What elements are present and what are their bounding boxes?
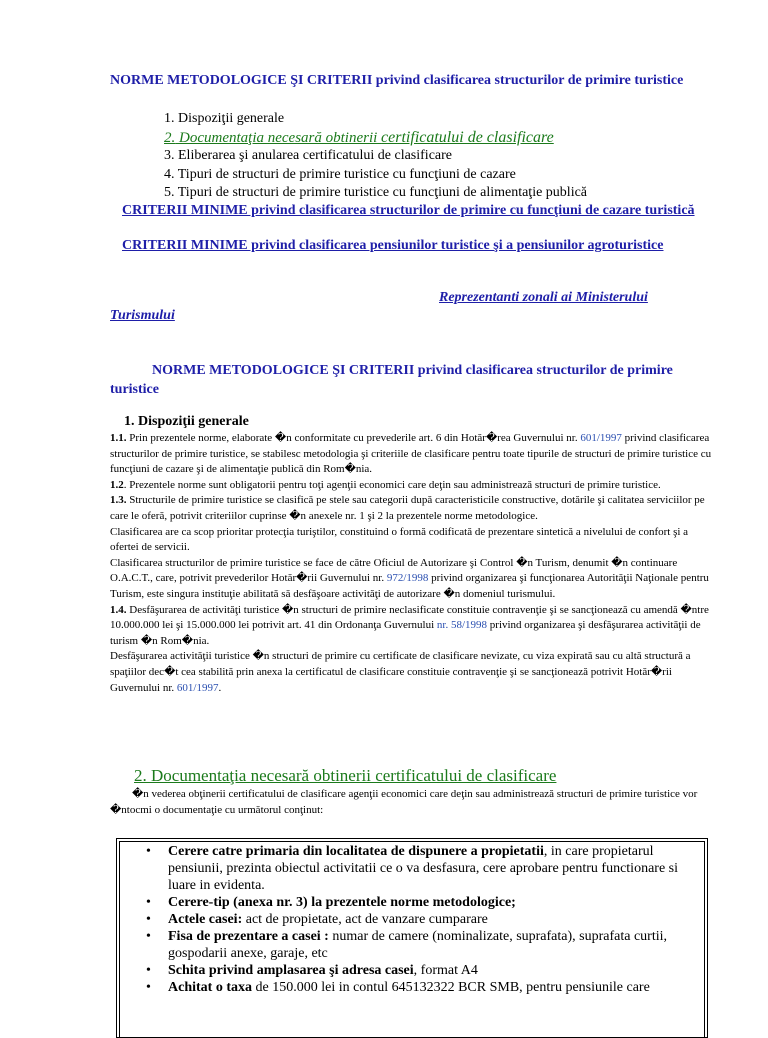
section2-intro: �n vederea obţinerii certificatului de clasificare agenţii economici care deţin sau administrează structuri de primire turistice vor �ntocmi o documentaţie cu următorul conţinut: <box>110 788 698 816</box>
toc-list <box>164 110 587 203</box>
section1-body <box>110 431 714 696</box>
toc-item-5[interactable]: 5. Tipuri de structuri de primire turistice cu funcţiuni de alimentaţie publică <box>164 185 588 200</box>
paragraph-oact: Clasificarea structurilor de primire turistice se face de către Oficiul de Autorizare şi Control �n Turism, denumit �n continuare O.A.C.T., care, potrivit prevederilor Hotăr�rii Guvernului nr. 972/1998 privind organizarea şi funcţionarea Autorităţii Naţionale pentru Turism, este singura instituţie abilitată să desfăşoare activităţi de autorizare �n domeniul turismului. <box>110 556 709 600</box>
bullet-icon: • <box>146 895 151 910</box>
toc-title[interactable]: NORME METODOLOGICE ŞI CRITERII privind clasificarea structurilor de primire turistice <box>110 73 684 88</box>
paragraph-contraventie: Desfăşurarea activităţii turistice �n structuri de primire cu certificate de clasificare nevizate, cu viza expirată sau cu altă structură a spaţiilor dec�t cea stabilită prin anexa la certificatul de clasificare constituie contravenţie şi se sancţionează potrivit Hotăr�rii Guvernului nr. 601/1997. <box>110 650 691 694</box>
hg-972-link[interactable]: 972/1998 <box>386 572 429 585</box>
section1-heading: 1. Dispoziţii generale <box>124 414 249 429</box>
bullet-icon: • <box>146 980 151 995</box>
main-title: NORME METODOLOGICE ŞI CRITERII privind clasificarea structurilor de primire turistice <box>110 363 673 397</box>
paragraph-1-2: 1.2. Prezentele norme sunt obligatorii pentru toţi agenţii economici care deţin sau administrează structuri de primire turistice. <box>110 478 661 491</box>
criteria-pensiuni-link[interactable]: CRITERII MINIME privind clasificarea pensiunilor turistice şi a pensiunilor agroturistice <box>122 238 664 253</box>
bullet-icon: • <box>146 963 151 978</box>
toc-item-4[interactable]: 4. Tipuri de structuri de primire turistice cu funcţiuni de cazare <box>164 166 516 182</box>
bullet-icon: • <box>146 929 151 944</box>
list-item: • Cerere catre primaria din localitatea de dispunere a propietatii, in care propietarul pensiunii, prezinta obiectul activitatii ce o va desfasura, cere aprobare pentru functionare si luare in evidenta. <box>146 844 679 893</box>
toc-item-2[interactable]: 2. Documentaţia necesară obtinerii certificatului de clasificare <box>164 128 554 146</box>
toc-item-1[interactable]: 1. Dispoziţii generale <box>164 111 285 126</box>
reps-link-line1[interactable]: Reprezentanti zonali ai Ministerului <box>439 290 648 305</box>
list-item: • Fisa de prezentare a casei : numar de camere (nominalizate, suprafata), suprafata curtii, gospodarii anexe, garaje, etc <box>146 929 668 961</box>
bullet-icon: • <box>146 844 151 859</box>
paragraph-1-4: 1.4. Desfăşurarea de activităţi turistice �n structuri de primire neclasificate constituie contravenţie şi se sancţionează cu amendă �ntre 10.000.000 lei şi 15.000.000 lei potrivit art. 41 din Ordonanţa Guvernului nr. 58/1998 privind organizarea şi desfăşurarea activităţii de turism �n Rom�nia. <box>110 603 709 647</box>
criteria-cazare-link[interactable]: CRITERII MINIME privind clasificarea structurilor de primire cu funcţiuni de cazare turistică <box>122 203 695 218</box>
list-item: • Schita privind amplasarea şi adresa casei, format A4 <box>146 963 478 978</box>
list-item: • Cerere-tip (anexa nr. 3) la prezentele norme metodologice; <box>146 895 516 910</box>
documents-list <box>120 843 704 996</box>
toc-item-3[interactable]: 3. Eliberarea şi anularea certificatului de clasificare <box>164 148 452 163</box>
section2-heading: 2. Documentaţia necesară obtinerii certificatului de clasificare <box>134 766 557 785</box>
documents-box <box>116 838 708 1038</box>
documents-box-inner <box>119 841 705 1037</box>
list-item: • Actele casei: act de propietate, act de vanzare cumparare <box>146 912 488 927</box>
list-item: • Achitat o taxa de 150.000 lei in contul 645132322 BCR SMB, pentru pensiunile care <box>146 980 650 995</box>
paragraph-1-3: 1.3. Structurile de primire turistice se clasifică pe stele sau categorii după caracteristicile constructive, dotările şi calitatea serviciilor pe care le oferă, potrivit criteriilor cuprinse �n anexele nr. 1 şi 2 la prezentele norme metodologice. <box>110 494 705 522</box>
paragraph-clasificare-scop: Clasificarea are ca scop prioritar protecţia turiştilor, constituind o formă codificată de prezentare sintetică a nivelului de confort şi a ofertei de servicii. <box>110 525 689 554</box>
reps-link-line2[interactable]: Turismului <box>110 308 175 323</box>
og-58-link[interactable]: nr. 58/1998 <box>436 619 488 632</box>
bullet-icon: • <box>146 912 151 927</box>
paragraph-1-1: 1.1. Prin prezentele norme, elaborate �n conformitate cu prevederile art. 6 din Hotăr�rea Guvernului nr. 601/1997 privind clasificarea structurilor de primire turistice, se stabilesc metodologia şi criteriile de clasificare pentru toate tipurile de structuri de primire turistice cu funcţiuni de cazare şi de alimentaţie publică din Rom�nia. <box>110 432 712 476</box>
hg-601-link-2[interactable]: 601/1997 <box>176 681 219 694</box>
hg-601-link[interactable]: 601/1997 <box>580 432 622 444</box>
